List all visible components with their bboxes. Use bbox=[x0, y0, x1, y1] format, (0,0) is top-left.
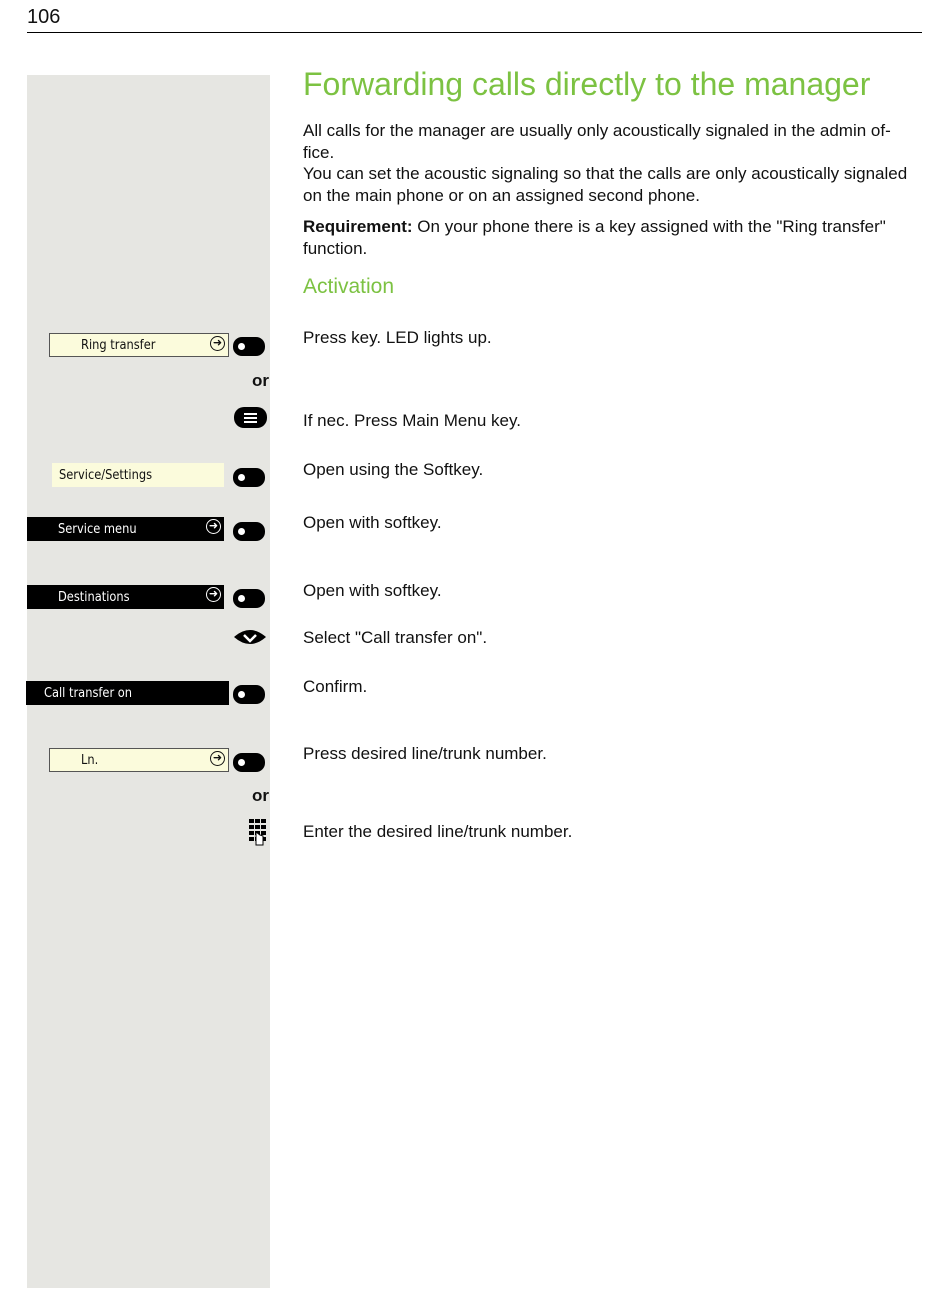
step-text: Select "Call transfer on". bbox=[303, 628, 488, 647]
intro-paragraph bbox=[303, 120, 923, 206]
softkey-icon[interactable] bbox=[233, 522, 265, 541]
header-rule bbox=[27, 32, 922, 33]
page-title: Forwarding calls directly to the manager bbox=[303, 66, 871, 102]
softkey-icon[interactable] bbox=[233, 753, 265, 772]
or-label: or bbox=[252, 786, 269, 805]
step-text: Open using the Softkey. bbox=[303, 460, 484, 479]
requirement-paragraph bbox=[303, 216, 923, 259]
softkey-icon[interactable] bbox=[233, 589, 265, 608]
requirement-text: function. bbox=[303, 238, 368, 258]
arrow-right-circle-icon: ➜ bbox=[210, 751, 225, 766]
requirement-text: On your phone there is a key assigned with the "Ring transfer" bbox=[412, 217, 886, 236]
arrow-right-circle-icon: ➜ bbox=[206, 587, 221, 602]
step-text: Confirm. bbox=[303, 677, 368, 696]
arrow-right-circle-icon: ➜ bbox=[206, 519, 221, 534]
intro-line: You can set the acoustic signaling so that the calls are only acoustically signaled bbox=[303, 164, 908, 183]
display-label: Service/Settings bbox=[59, 467, 153, 483]
display-label: Destinations bbox=[58, 589, 130, 605]
softkey-icon[interactable] bbox=[233, 337, 265, 356]
intro-line: All calls for the manager are usually only acoustically signaled in the admin of- bbox=[303, 121, 891, 140]
or-label: or bbox=[252, 371, 269, 390]
softkey-icon[interactable] bbox=[233, 685, 265, 704]
step-text: Open with softkey. bbox=[303, 581, 442, 600]
display-service-settings[interactable] bbox=[52, 463, 224, 487]
step-text: If nec. Press Main Menu key. bbox=[303, 411, 521, 430]
keypad-icon[interactable] bbox=[248, 818, 268, 846]
navigator-down-icon[interactable] bbox=[234, 627, 266, 647]
main-menu-key-icon[interactable] bbox=[234, 407, 267, 428]
display-destinations[interactable] bbox=[27, 585, 224, 609]
step-text: Enter the desired line/trunk number. bbox=[303, 822, 573, 841]
display-label: Ring transfer bbox=[81, 337, 156, 353]
step-text: Open with softkey. bbox=[303, 513, 442, 532]
requirement-label: Requirement: bbox=[303, 217, 413, 236]
page-number: 106 bbox=[27, 6, 61, 28]
step-text: Press desired line/trunk number. bbox=[303, 744, 547, 763]
display-ring-transfer[interactable] bbox=[49, 333, 229, 357]
intro-line: on the main phone or on an assigned second phone. bbox=[303, 185, 700, 205]
display-label: Service menu bbox=[58, 521, 137, 537]
display-line[interactable] bbox=[49, 748, 229, 772]
section-heading: Activation bbox=[303, 275, 395, 298]
display-label: Call transfer on bbox=[44, 685, 133, 701]
arrow-right-circle-icon: ➜ bbox=[210, 336, 225, 351]
display-service-menu[interactable] bbox=[27, 517, 224, 541]
intro-line: fice. bbox=[303, 142, 335, 162]
display-call-transfer-on[interactable] bbox=[26, 681, 229, 705]
display-label: Ln. bbox=[81, 752, 99, 768]
step-text: Press key. LED lights up. bbox=[303, 328, 492, 347]
softkey-icon[interactable] bbox=[233, 468, 265, 487]
